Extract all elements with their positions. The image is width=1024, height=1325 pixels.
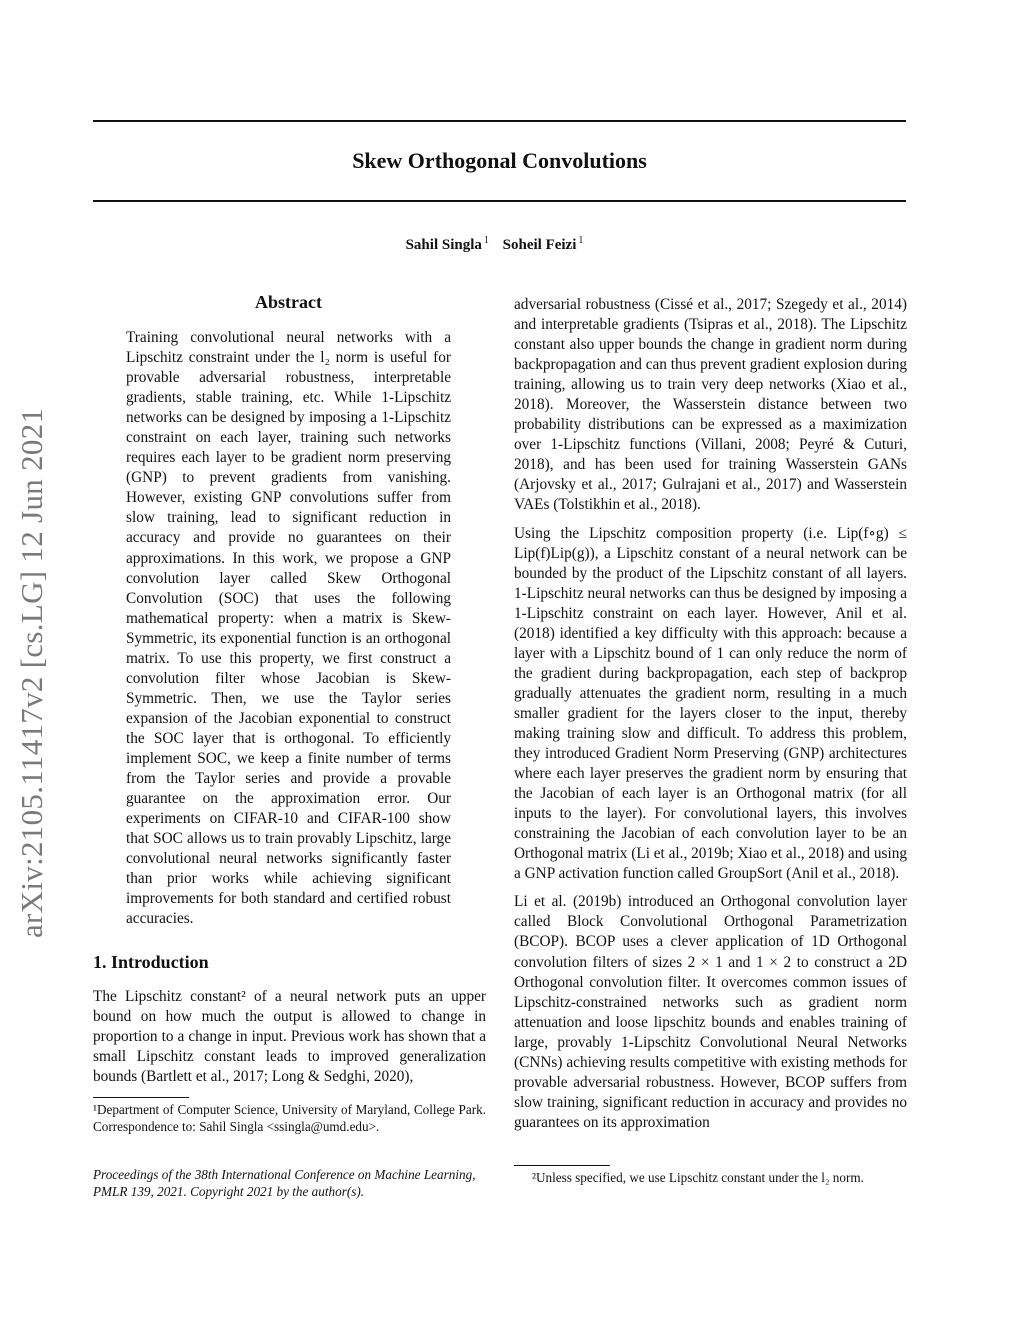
author-affiliation-mark: 1 (483, 235, 489, 246)
author-name: Sahil Singla (405, 237, 482, 253)
introduction-paragraph: The Lipschitz constant² of a neural network puts an upper bound on how much the output is allowed to change in proportion to a change in input. Previous work has shown that a small Lipschitz constant leads to improved generalization bounds (Bartlett et al., 2017; Long & Sedghi, 2020), (93, 988, 486, 1086)
author-list (93, 235, 906, 254)
right-column (514, 295, 907, 1141)
title-bottom-rule (93, 200, 906, 202)
abstract-heading: Abstract (255, 292, 322, 312)
abstract-text: Training convolutional neural networks with a Lipschitz constraint under the l₂ norm is useful for provable adversarial robustness, interpretable gradients, stable training, etc. While 1-Lipschitz networks can be designed by imposing a 1-Lipschitz constraint on each layer, training such networks requires each layer to be gradient norm preserving (GNP) to prevent gradients from vanishing. However, existing GNP convolutions suffer from slow training, lead to significant reduction in accuracy and provide no guarantees on their approximations. In this work, we propose a GNP convolution layer called Skew Orthogonal Convolution (SOC) that uses the following mathematical property: when a matrix is Skew-Symmetric, its exponential function is an orthogonal matrix. To use this property, we first construct a convolution filter whose Jacobian is Skew-Symmetric. Then, we use the Taylor series expansion of the Jacobian exponential to construct the SOC layer that is orthogonal. To efficiently implement SOC, we keep a finite number of terms from the Taylor series and provide a provable guarantee on the approximation error. Our experiments on CIFAR-10 and CIFAR-100 show that SOC allows us to train provably Lipschitz, large convolutional neural networks significantly faster than prior works while achieving significant improvements for both standard and certified robust accuracies. (126, 329, 451, 928)
footnote-rule-left (93, 1097, 189, 1098)
proceedings-note (93, 1166, 486, 1200)
affiliation-footnote: ¹Department of Computer Science, University of Maryland, College Park. Correspondence to: Sahil Singla <ssingla@umd.edu>. (93, 1102, 486, 1134)
author-affiliation-mark: 1 (578, 235, 584, 246)
paper-title: Skew Orthogonal Convolutions (352, 148, 647, 173)
arxiv-identifier-stamp: arXiv:2105.11417v2 [cs.LG] 12 Jun 2021 (14, 407, 49, 938)
body-paragraph: Li et al. (2019b) introduced an Orthogonal convolution layer called Block Convolutional Orthogonal Parametrization (BCOP). BCOP uses a clever application of 1D Orthogonal convolution filters of sizes 2 × 1 and 1 × 2 to construct a 2D Orthogonal convolution filter. It overcomes common issues of Lipschitz-constrained networks such as gradient norm attenuation and loose lipschitz bounds and enables training of large, provably 1-Lipschitz Convolutional Neural Networks (CNNs) achieving results competitive with existing methods for provable adversarial robustness. However, BCOP suffers from slow training, significant reduction in accuracy and provides no guarantees on its approximation (514, 893, 907, 1131)
body-paragraph: Using the Lipschitz composition property (i.e. Lip(f∘g) ≤ Lip(f)Lip(g)), a Lipschitz constant of a neural network can be bounded by the product of the Lipschitz constant of all layers. 1-Lipschitz neural networks can thus be designed by imposing a 1-Lipschitz constraint on each layer. However, Anil et al. (2018) identified a key difficulty with this approach: because a layer with a Lipschitz bound of 1 can only reduce the norm of the gradient during backpropagation, each step of backprop gradually attenuates the gradient norm, resulting in a much smaller gradient for the layers closer to the input, thereby making training slow and difficult. To address this problem, they introduced Gradient Norm Preserving (GNP) architectures where each layer preserves the gradient norm by ensuring that the Jacobian of each layer is an Orthogonal matrix (for all inputs to the layer). For convolutional layers, this involves constraining the Jacobian of each convolution layer to be an Orthogonal matrix (Li et al., 2019b; Xiao et al., 2018) and using a GNP activation function called GroupSort (Anil et al., 2018). (514, 524, 907, 883)
introduction-heading: 1. Introduction (93, 952, 209, 972)
body-paragraph: adversarial robustness (Cissé et al., 2017; Szegedy et al., 2014) and interpretable gradients (Tsipras et al., 2018). The Lipschitz constant also upper bounds the change in gradient norm during backpropagation and can thus prevent gradient explosion during training, allowing us to train very deep networks (Xiao et al., 2018). Moreover, the Wasserstein distance between two probability distributions can be expressed as a maximization over 1-Lipschitz functions (Villani, 2008; Peyré & Cuturi, 2018), and has been used for training Wasserstein GANs (Arjovsky et al., 2017; Gulrajani et al., 2017) and Wasserstein VAEs (Tolstikhin et al., 2018). (514, 296, 907, 514)
title-top-rule (93, 120, 906, 122)
lipschitz-footnote: ²Unless specified, we use Lipschitz constant under the l₂ norm. (532, 1170, 864, 1185)
author-name: Soheil Feizi (502, 237, 577, 253)
proceedings-text: Proceedings of the 38th International Conference on Machine Learning, PMLR 139, 2021. Copyright 2021 by the author(s). (93, 1167, 476, 1199)
footnote-rule-right (514, 1165, 610, 1166)
